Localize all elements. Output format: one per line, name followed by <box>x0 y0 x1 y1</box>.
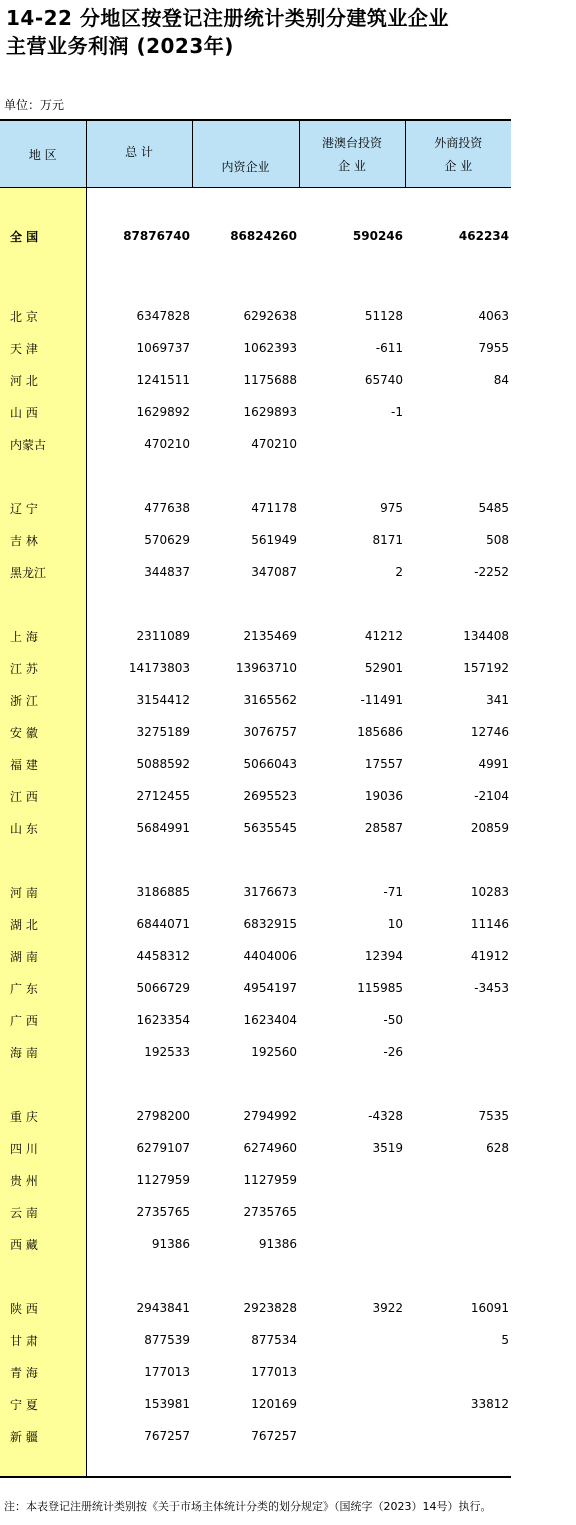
total-cell: 1069737 <box>86 332 192 364</box>
table-row-national <box>0 204 511 268</box>
table-row <box>0 1356 511 1388</box>
foreign-cell: 33812 <box>470 1397 509 1411</box>
foreign-cell <box>405 396 511 428</box>
table-row <box>0 1292 511 1324</box>
domestic-cell: 5635545 <box>243 821 297 835</box>
total-cell: 6347828 <box>86 300 192 332</box>
hk-cell: -11491 <box>360 693 403 707</box>
table-row <box>0 300 511 332</box>
foreign-cell: 341 <box>486 693 509 707</box>
total-cell: 1629892 <box>86 396 192 428</box>
table-row <box>0 428 511 460</box>
domestic-cell: 86824260 <box>230 229 297 243</box>
foreign-cell: 12746 <box>470 725 509 739</box>
spacer-row <box>0 268 511 300</box>
total-cell: 344837 <box>86 556 192 588</box>
domestic-cell: 347087 <box>251 565 297 579</box>
domestic-cell: 2794992 <box>243 1109 297 1123</box>
foreign-cell: -3453 <box>474 981 509 995</box>
foreign-cell: 7535 <box>478 1109 509 1123</box>
region-cell: 黑龙江 <box>0 556 86 588</box>
total-cell: 1127959 <box>86 1164 192 1196</box>
domestic-cell: 4404006 <box>243 949 297 963</box>
hk-cell: -4328 <box>368 1109 403 1123</box>
hk-cell: -71 <box>383 885 403 899</box>
header-domestic: 内资企业 <box>192 120 299 188</box>
table-body <box>0 188 511 1478</box>
region-cell: 贵 州 <box>0 1164 86 1196</box>
foreign-cell <box>405 1356 511 1388</box>
hk-cell: 28587 <box>364 821 403 835</box>
foreign-cell: 11146 <box>470 917 509 931</box>
table-row <box>0 684 511 716</box>
hk-cell: 3922 <box>372 1301 403 1315</box>
foreign-cell: 628 <box>486 1141 509 1155</box>
foreign-cell: 20859 <box>470 821 509 835</box>
title-line-1: 14-22 分地区按登记注册统计类别分建筑业企业 <box>6 6 449 30</box>
region-cell: 云 南 <box>0 1196 86 1228</box>
hk-cell: -1 <box>391 405 403 419</box>
region-cell: 陕 西 <box>0 1292 86 1324</box>
total-cell: 177013 <box>86 1356 192 1388</box>
total-cell: 87876740 <box>86 204 192 268</box>
total-cell: 5066729 <box>86 972 192 1004</box>
domestic-cell: 3176673 <box>243 885 297 899</box>
total-cell: 1623354 <box>86 1004 192 1036</box>
foreign-cell: 10283 <box>470 885 509 899</box>
total-cell: 477638 <box>86 492 192 524</box>
total-cell: 5684991 <box>86 812 192 844</box>
total-cell: 6279107 <box>86 1132 192 1164</box>
hk-cell: 19036 <box>364 789 403 803</box>
table-row <box>0 716 511 748</box>
hk-cell: 12394 <box>364 949 403 963</box>
region-cell: 山 东 <box>0 812 86 844</box>
table-row <box>0 1132 511 1164</box>
domestic-cell: 1175688 <box>243 373 297 387</box>
header-foreign-line1: 外商投资 <box>405 120 511 153</box>
domestic-cell: 877534 <box>251 1333 297 1347</box>
total-cell: 2735765 <box>86 1196 192 1228</box>
domestic-cell: 192560 <box>251 1045 297 1059</box>
total-cell: 3154412 <box>86 684 192 716</box>
total-cell: 2798200 <box>86 1100 192 1132</box>
table-row <box>0 620 511 652</box>
region-cell: 北 京 <box>0 300 86 332</box>
foreign-cell: 7955 <box>478 341 509 355</box>
total-cell: 767257 <box>86 1420 192 1452</box>
foreign-cell: 5 <box>501 1333 509 1347</box>
hk-cell: -26 <box>383 1045 403 1059</box>
spacer-row <box>0 588 511 620</box>
table-row <box>0 1100 511 1132</box>
foreign-cell <box>405 1196 511 1228</box>
total-cell: 470210 <box>86 428 192 460</box>
total-cell: 3275189 <box>86 716 192 748</box>
domestic-cell: 2695523 <box>243 789 297 803</box>
region-cell: 宁 夏 <box>0 1388 86 1420</box>
hk-cell: 41212 <box>364 629 403 643</box>
hk-cell: 185686 <box>357 725 403 739</box>
region-cell: 吉 林 <box>0 524 86 556</box>
table-row <box>0 1196 511 1228</box>
region-cell: 青 海 <box>0 1356 86 1388</box>
foreign-cell <box>405 1420 511 1452</box>
table-row <box>0 1228 511 1260</box>
region-cell: 上 海 <box>0 620 86 652</box>
domestic-cell: 470210 <box>251 437 297 451</box>
hk-cell <box>299 1324 405 1356</box>
title-line-2: 主营业务利润 (2023年) <box>6 34 234 58</box>
hk-cell: 10 <box>387 917 403 931</box>
total-cell: 2311089 <box>86 620 192 652</box>
domestic-cell: 120169 <box>251 1397 297 1411</box>
region-cell: 全 国 <box>0 204 86 268</box>
table-row <box>0 1164 511 1196</box>
table-row <box>0 652 511 684</box>
spacer-row <box>0 460 511 492</box>
domestic-cell: 4954197 <box>243 981 297 995</box>
domestic-cell: 91386 <box>258 1237 297 1251</box>
hk-cell: 51128 <box>364 309 403 323</box>
total-cell: 3186885 <box>86 876 192 908</box>
region-cell: 重 庆 <box>0 1100 86 1132</box>
hk-cell: 975 <box>380 501 403 515</box>
domestic-cell: 1127959 <box>243 1173 297 1187</box>
domestic-cell: 561949 <box>251 533 297 547</box>
domestic-cell: 3076757 <box>243 725 297 739</box>
domestic-cell: 1623404 <box>243 1013 297 1027</box>
header-hk-line1: 港澳台投资 <box>299 120 405 153</box>
table-row <box>0 1420 511 1452</box>
hk-cell: 115985 <box>357 981 403 995</box>
region-cell: 辽 宁 <box>0 492 86 524</box>
region-cell: 天 津 <box>0 332 86 364</box>
foreign-cell: -2252 <box>474 565 509 579</box>
domestic-cell: 3165562 <box>243 693 297 707</box>
hk-cell: 2 <box>395 565 403 579</box>
foreign-cell: 16091 <box>470 1301 509 1315</box>
region-cell: 安 徽 <box>0 716 86 748</box>
hk-cell: 65740 <box>364 373 403 387</box>
total-cell: 2943841 <box>86 1292 192 1324</box>
domestic-cell: 6274960 <box>243 1141 297 1155</box>
hk-cell <box>299 1164 405 1196</box>
region-cell: 浙 江 <box>0 684 86 716</box>
total-cell: 5088592 <box>86 748 192 780</box>
hk-cell: -611 <box>375 341 403 355</box>
hk-cell <box>299 428 405 460</box>
domestic-cell: 767257 <box>251 1429 297 1443</box>
table-header <box>0 120 511 188</box>
page-title <box>6 4 449 60</box>
foreign-cell: 134408 <box>463 629 509 643</box>
table-row <box>0 972 511 1004</box>
header-hk-line2: 企 业 <box>299 153 405 188</box>
table-row <box>0 876 511 908</box>
foreign-cell <box>405 428 511 460</box>
hk-cell <box>299 1356 405 1388</box>
foreign-cell: 41912 <box>470 949 509 963</box>
total-cell: 14173803 <box>86 652 192 684</box>
total-cell: 6844071 <box>86 908 192 940</box>
hk-cell: -50 <box>383 1013 403 1027</box>
table-row <box>0 364 511 396</box>
region-cell: 广 西 <box>0 1004 86 1036</box>
domestic-cell: 2735765 <box>243 1205 297 1219</box>
region-cell: 湖 北 <box>0 908 86 940</box>
footnote: 注：本表登记注册统计类别按《关于市场主体统计分类的划分规定》（国统字（2023）14号）执行。 <box>4 1500 492 1513</box>
domestic-cell: 13963710 <box>235 661 297 675</box>
table-row <box>0 396 511 428</box>
total-cell: 91386 <box>86 1228 192 1260</box>
region-cell: 新 疆 <box>0 1420 86 1452</box>
domestic-cell: 6292638 <box>243 309 297 323</box>
region-cell: 山 西 <box>0 396 86 428</box>
table-row <box>0 780 511 812</box>
domestic-cell: 177013 <box>251 1365 297 1379</box>
domestic-cell: 2923828 <box>243 1301 297 1315</box>
table-row <box>0 812 511 844</box>
hk-cell <box>299 1388 405 1420</box>
region-cell: 海 南 <box>0 1036 86 1068</box>
hk-cell: 8171 <box>372 533 403 547</box>
domestic-cell: 5066043 <box>243 757 297 771</box>
spacer-row <box>0 1068 511 1100</box>
domestic-cell: 1629893 <box>243 405 297 419</box>
foreign-cell: 84 <box>493 373 509 387</box>
total-cell: 153981 <box>86 1388 192 1420</box>
total-cell: 4458312 <box>86 940 192 972</box>
foreign-cell: -2104 <box>474 789 509 803</box>
region-cell: 江 西 <box>0 780 86 812</box>
hk-cell <box>299 1196 405 1228</box>
table-row <box>0 940 511 972</box>
table-row <box>0 748 511 780</box>
foreign-cell: 4991 <box>478 757 509 771</box>
hk-cell: 590246 <box>352 229 403 243</box>
domestic-cell: 6832915 <box>243 917 297 931</box>
foreign-cell: 4063 <box>478 309 509 323</box>
region-cell: 甘 肃 <box>0 1324 86 1356</box>
domestic-cell: 2135469 <box>243 629 297 643</box>
domestic-cell: 1062393 <box>243 341 297 355</box>
spacer-row <box>0 844 511 876</box>
table-row <box>0 524 511 556</box>
header-region: 地 区 <box>0 120 86 188</box>
table-row <box>0 332 511 364</box>
table-row <box>0 1004 511 1036</box>
hk-cell: 3519 <box>372 1141 403 1155</box>
hk-cell <box>299 1228 405 1260</box>
region-cell: 内蒙古 <box>0 428 86 460</box>
foreign-cell <box>405 1228 511 1260</box>
total-cell: 570629 <box>86 524 192 556</box>
region-cell: 西 藏 <box>0 1228 86 1260</box>
foreign-cell: 508 <box>486 533 509 547</box>
region-cell: 福 建 <box>0 748 86 780</box>
region-cell: 湖 南 <box>0 940 86 972</box>
table-bottom-row <box>0 1452 511 1477</box>
foreign-cell <box>405 1004 511 1036</box>
table-row <box>0 556 511 588</box>
table-row <box>0 908 511 940</box>
header-foreign-line2: 企 业 <box>405 153 511 188</box>
hk-cell: 52901 <box>364 661 403 675</box>
spacer-row <box>0 1260 511 1292</box>
table-row <box>0 492 511 524</box>
table-row <box>0 1388 511 1420</box>
total-cell: 192533 <box>86 1036 192 1068</box>
foreign-cell <box>405 1036 511 1068</box>
spacer-row <box>0 188 511 205</box>
region-cell: 江 苏 <box>0 652 86 684</box>
foreign-cell: 5485 <box>478 501 509 515</box>
total-cell: 2712455 <box>86 780 192 812</box>
total-cell: 1241511 <box>86 364 192 396</box>
foreign-cell <box>405 1164 511 1196</box>
domestic-cell: 471178 <box>251 501 297 515</box>
region-cell: 广 东 <box>0 972 86 1004</box>
region-cell: 河 北 <box>0 364 86 396</box>
hk-cell <box>299 1420 405 1452</box>
profit-table <box>0 119 511 1478</box>
total-cell: 877539 <box>86 1324 192 1356</box>
region-cell: 河 南 <box>0 876 86 908</box>
foreign-cell: 462234 <box>458 229 509 243</box>
table-row <box>0 1324 511 1356</box>
region-cell: 四 川 <box>0 1132 86 1164</box>
table-row <box>0 1036 511 1068</box>
header-total: 总 计 <box>86 120 192 188</box>
unit-label: 单位：万元 <box>4 98 65 112</box>
hk-cell: 17557 <box>364 757 403 771</box>
foreign-cell: 157192 <box>463 661 509 675</box>
